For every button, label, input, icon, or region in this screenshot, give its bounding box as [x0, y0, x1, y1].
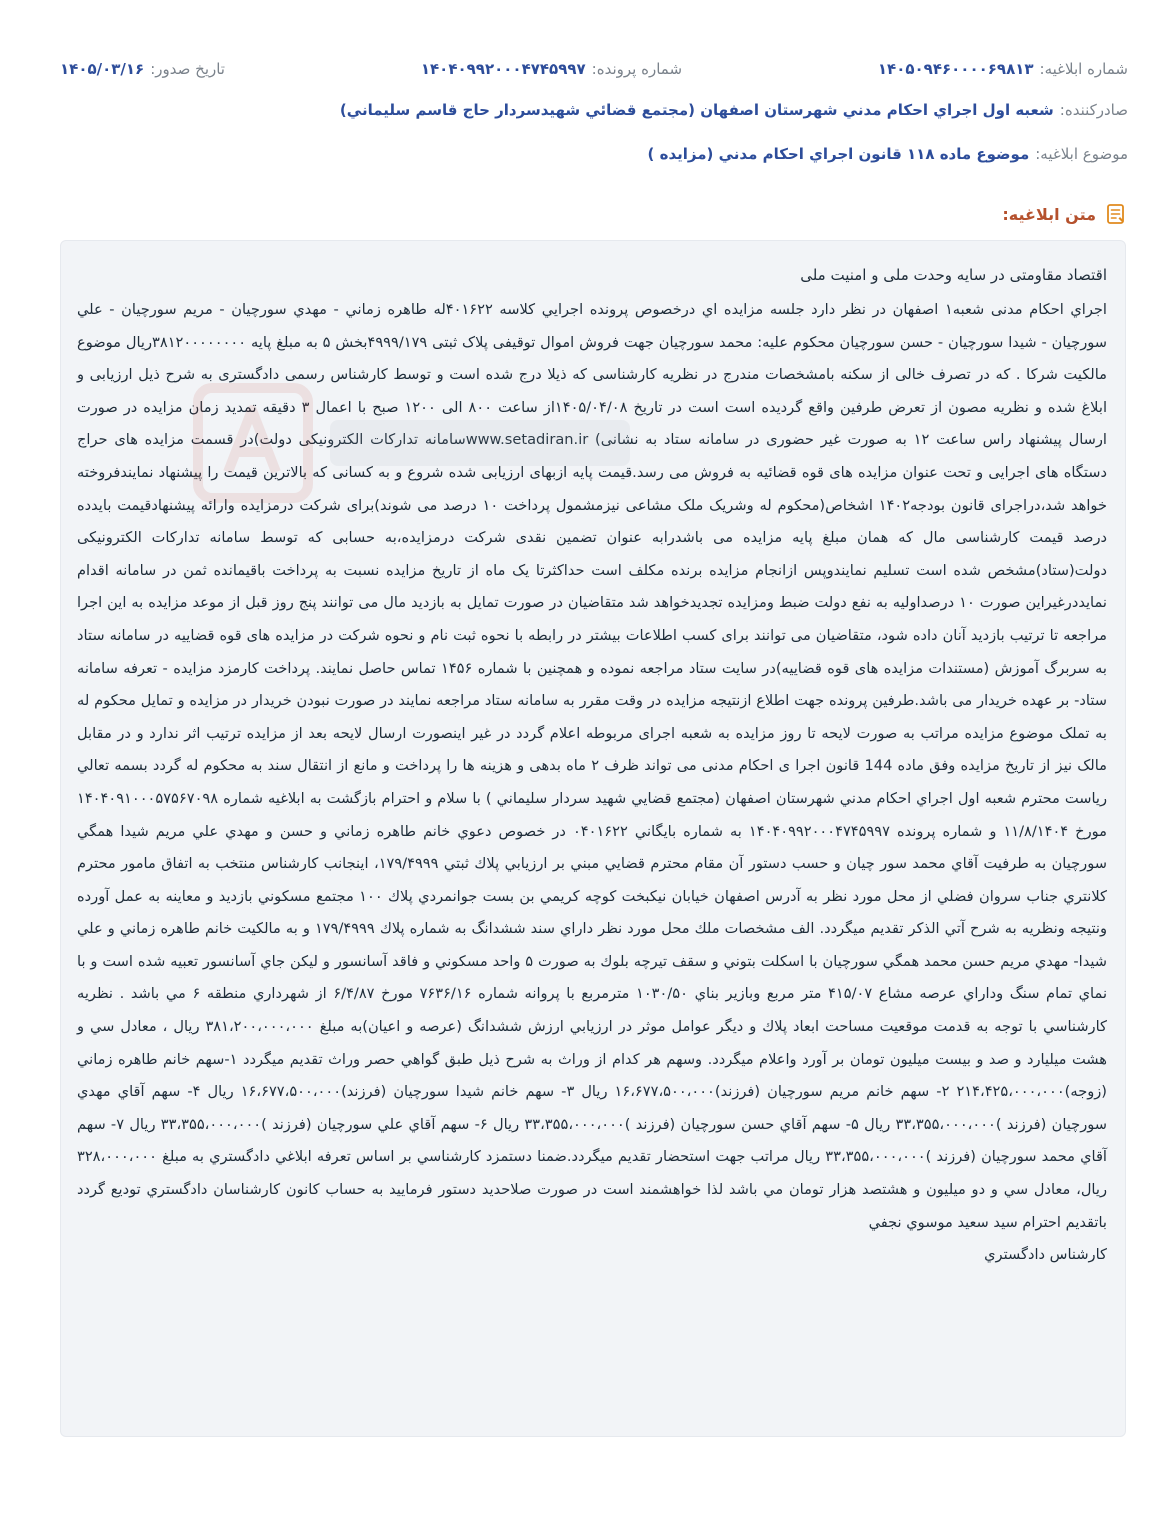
subject-row	[60, 141, 1128, 167]
case-number-value: ۱۴۰۴۰۹۹۲۰۰۰۴۷۴۵۹۹۷	[420, 60, 586, 78]
subject-label: موضوع ابلاغیه:	[1035, 145, 1128, 163]
notice-headline: اقتصاد مقاومتی در سایه وحدت ملی و امنیت ملی	[800, 266, 1107, 284]
notice-signature: كارشناس دادگستري	[984, 1246, 1107, 1264]
subject-value: موضوع ماده ۱۱۸ قانون اجراي احكام مدني (مزايده )	[647, 145, 1030, 163]
notice-body: اجراي احکام مدنی شعبه۱ اصفهان در نظر دارد جلسه مزايده اي درخصوص پرونده اجرايي کلاسه ۴۰۱۶۲۲له طاهره زماني - مهدي سورچيان - مريم سورچيان - علي سورچيان - شيدا سورچيان - حسن سورچيان محکوم عليه: محمد سورچيان جهت فروش اموال توقيفی پلاک ثبتی ۴۹۹۹/۱۷۹بخش ۵ به مبلغ پايه ۳۸۱۲۰۰۰۰۰۰۰۰ريال موضوع مالکيت شرکا . که در تصرف خالی از سکنه بامشخصات مندرج در نظريه کارشناسی که ذيلا درج شده است و توسط کارشناس رسمی دادگستری به شرح ذيل ارزيابی و ابلاغ شده و نظريه مصون از تعرض طرفين واقع گرديده است است در تاريخ ۱۴۰۵/۰۴/۰۸از ساعت ۸۰۰ الی ۱۲۰۰ صبح با اعمال ۳ دقيقه تمديد زمان مزايده در صورت ارسال پيشنهاد راس ساعت ۱۲ به صورت غير حضوری در سامانه ستاد به نشانی) www.setadiran.irسامانه تدارکات الکترونيکی دولت)در قسمت مزايده های حراج دستگاه های اجرايی و تحت عنوان مزايده های قوه قضائيه به فروش می رسد.قيمت پايه ازبهای ارزيابی شده شروع و به کسانی که بالاترين قيمت را پيشنهاد نمايندفروخته خواهد شد،دراجرای قانون بودجه۱۴۰۲ اشخاص(محکوم له وشريک ملک مشاعی نيزمشمول پرداخت ۱۰ درصد می شوند)برای شرکت درمزايده وارائه پيشنهادقيمت بايدده درصد قيمت کارشناسی مال که همان مبلغ پايه مزايده می باشدرابه عنوان تضمين نقدی شرکت درمزايده،به حسابی که توسط سامانه تدارکات الکترونيکی دولت(ستاد)مشخص شده است تسليم نمايندوپس ازانجام مزايده برنده مکلف است حداکثرتا يک ماه از تاريخ مزايده نسبت به پرداخت باقيمانده ثمن در سامانه اقدام نمايددرغيراين صورت ۱۰ درصداوليه به نفع دولت ضبط ومزايده تجديدخواهد شد متقاضيان در صورت تمايل به بازديد مال می توانند پنج روز قبل از موعد مزايده به اين اجرا مراجعه تا ترتيب بازديد آنان داده شود، متقاضيان می توانند برای کسب اطلاعات بيشتر در رابطه با نحوه ثبت نام و نحوه شرکت در مزايده های قوه قضاييه در سامانه ستاد به سربرگ آموزش (مستندات مزايده های قوه قضاييه)در سايت ستاد مراجعه نموده و همچنين با شماره ۱۴۵۶ تماس حاصل نمايند. پرداخت کارمزد مزايده - تعرفه سامانه ستاد- بر عهده خريدار می باشد.طرفين پرونده جهت اطلاع ازنتيجه مزايده در وقت مقرر به سامانه ستاد مراجعه نمايند در صورت نبودن خريدار در مزايده و تمايل محکوم له به تملک موضوع مزايده مراتب به صورت لايحه تا روز مزايده به شعبه اجرای مربوطه اعلام گردد در غير اينصورت ارسال لايحه بعد از مزايده ترتيب اثر ندارد و در مقابل مالک نيز از تاريخ مزايده وفق ماده 144 قانون اجرا ی احکام مدنی می تواند ظرف ۲ ماه بدهی و هزينه ها را پرداخت و مانع از انتقال سند به محکوم له گردد بسمه تعالي رياست محترم شعبه اول اجراي احكام مدني شهرستان اصفهان (مجتمع قضايي شهيد سردار سليماني ) با سلام و احترام بازگشت به ابلاغيه شماره ۱۴۰۴۰۹۱۰۰۰۵۷۵۶۷۰۹۸ مورخ ۱۱/۸/۱۴۰۴ و شماره پرونده ۱۴۰۴۰۹۹۲۰۰۰۴۷۴۵۹۹۷ به شماره بايگاني ۰۴۰۱۶۲۲ در خصوص دعوي خانم طاهره زماني و حسن و مهدي علي مريم شيدا همگي سورچيان به طرفيت آقاي محمد سور چيان و حسب دستور آن مقام محترم قضايي مبني بر ارزيابي پلاك ثبتي ۱۷۹/۴۹۹۹، اينجانب كارشناس منتخب به اتفاق مامور محترم كلانتري جناب سروان فضلي از محل مورد نظر به آدرس اصفهان خيابان نيكبخت كوچه كريمي بن بست جوانمردي پلاك ۱۰۰ مجتمع مسكوني بازديد و معاينه به عمل آورده ونتيجه ونظريه به شرح آتي الذكر تقديم ميگردد. الف مشخصات ملك محل مورد نظر داراي سند ششدانگ به شماره پلاك ۱۷۹/۴۹۹۹ و به مالكيت خانم طاهره زماني و علي شيدا- مهدي مريم حسن محمد همگي سورچيان با اسكلت بتوني و سقف تيرچه بلوك به صورت ۵ واحد مسكوني و فاقد آسانسور و ليكن جاي آسانسور تعبيه شده است و با نماي تمام سنگ وداراي عرصه مشاع ۴۱۵/۰۷ متر مربع وبازير بناي ۱۰۳۰/۵۰ مترمربع با پروانه شماره ۷۶۳۶/۱۶ مورخ ۶/۴/۸۷ از شهرداري منطقه ۶ مي باشد . نظريه كارشناسي با توجه به قدمت موقعيت مساحت ابعاد پلاك و ديگر عوامل موثر در ارزيابي ارزش ششدانگ (عرصه و اعيان)به مبلغ ۳۸۱،۲۰۰،۰۰۰،۰۰۰ ريال ، معادل سي و هشت ميليارد و صد و بيست ميليون تومان بر آورد واعلام ميگردد. وسهم هر كدام از وراث به شرح ذيل طبق گواهي حصر وراث تقديم ميگردد ۱-سهم خانم طاهره زماني (زوجه)۲۱۴،۴۲۵،۰۰۰،۰۰۰ ۲- سهم خانم مريم سورچيان (فرزند)۱۶،۶۷۷،۵۰۰،۰۰۰ ريال ۳- سهم خانم شيدا سورچيان (فرزند)۱۶،۶۷۷،۵۰۰،۰۰۰ ريال ۴- سهم آقاي مهدي سورچيان (فرزند )۳۳،۳۵۵،۰۰۰،۰۰۰ ريال ۵- سهم آقاي حسن سورچيان (فرزند )۳۳،۳۵۵،۰۰۰،۰۰۰ ريال ۶- سهم آقاي علي سورچيان (فرزند )۳۳،۳۵۵،۰۰۰،۰۰۰ ريال ۷- سهم آقاي محمد سورچيان (فرزند )۳۳،۳۵۵،۰۰۰،۰۰۰ ريال مراتب جهت استحضار تقديم ميگردد.ضمنا دستمزد كارشناسي بر اساس تعرفه ابلاغي دادگستري به مبلغ ۳۲۸،۰۰۰،۰۰۰ ريال، معادل سي و دو ميليون و هشتصد هزار تومان مي باشد لذا خواهشمند است در صورت صلاحديد دستور فرماييد به حساب كانون كارشناسان دادگستري توديع گردد باتقديم احترام سيد سعيد موسوي نجفي	[77, 301, 1108, 1231]
case-number	[421, 60, 682, 78]
notice-meta-row	[60, 56, 1128, 82]
issuer-value: شعبه اول اجراي احكام مدني شهرستان اصفهان (مجتمع قضائي شهيدسردار حاج قاسم سليماني)	[339, 101, 1054, 119]
notice-number-label: شماره ابلاغیه:	[1039, 60, 1128, 78]
notice-text-panel	[60, 240, 1126, 1437]
notice-number	[878, 60, 1128, 78]
issue-date	[60, 60, 225, 78]
issuer-row	[60, 97, 1128, 123]
notice-section-title-text: متن ابلاغیه:	[1002, 204, 1096, 224]
issue-date-value: ۱۴۰۵/۰۳/۱۶	[60, 60, 145, 78]
case-number-label: شماره پرونده:	[591, 60, 683, 78]
notice-number-value: ۱۴۰۵۰۹۴۶۰۰۰۰۶۹۸۱۳	[877, 60, 1034, 78]
issue-date-label: تاریخ صدور:	[150, 60, 225, 78]
document-icon	[1104, 202, 1128, 226]
notice-section-title	[1002, 200, 1128, 228]
issuer-label: صادرکننده:	[1059, 101, 1128, 119]
